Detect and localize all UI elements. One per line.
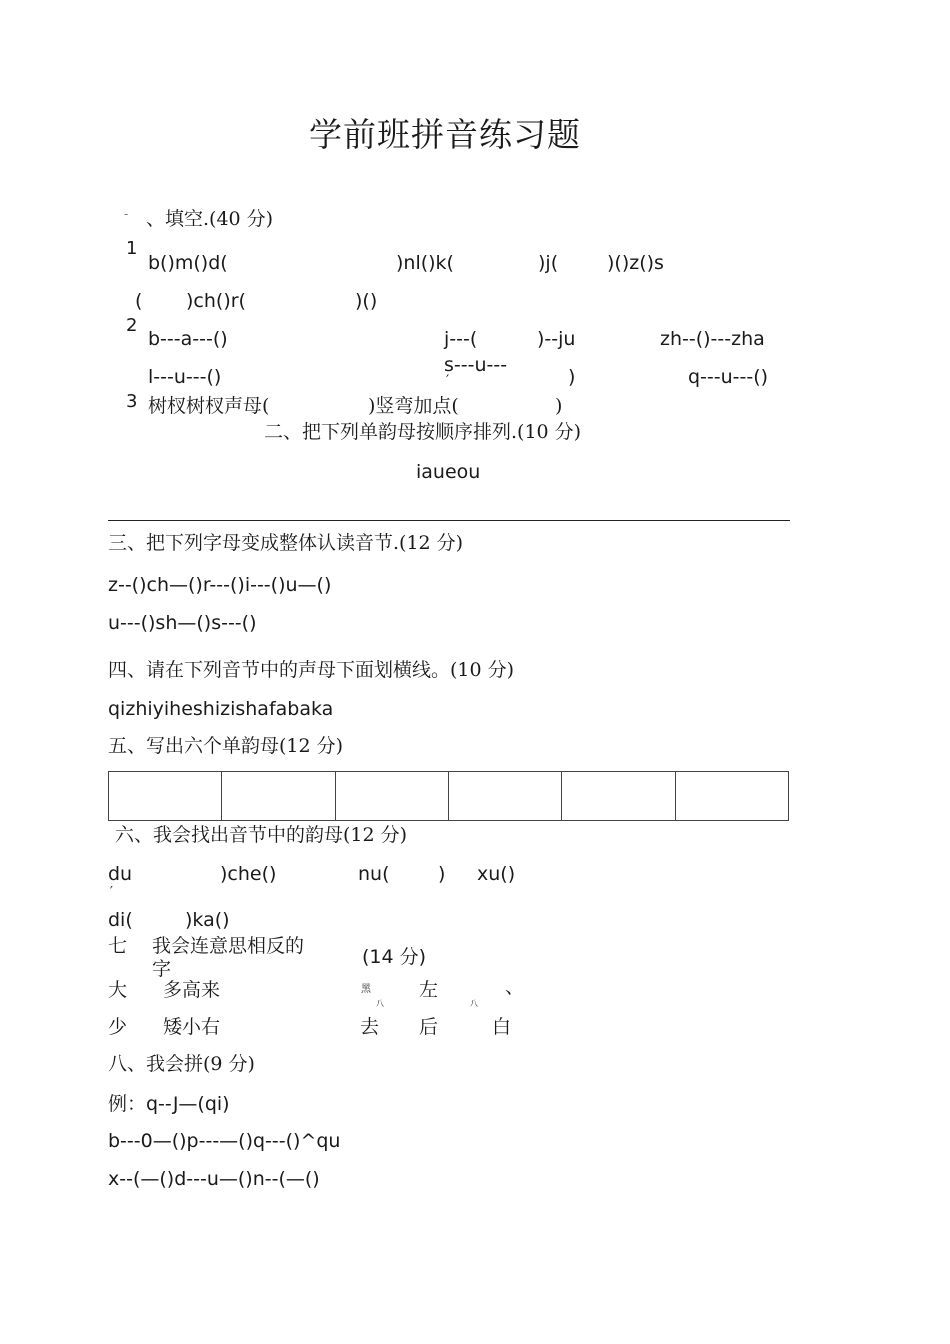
s7-r1-comma: 、 [505,976,525,998]
s1-row2-c: )() [355,290,378,312]
s1-row5-b: )竖弯加点( [368,395,459,417]
s6-du-mark: ′ [110,885,113,900]
s7-r1-mark2: 八 [470,999,478,1008]
answer-cell[interactable] [336,772,449,820]
s1-row5-c: ) [555,395,563,417]
section2-heading: 二、把下列单韵母按顺序排列.(10 分) [264,421,582,443]
section7-score: (14 分) [362,946,427,968]
section8-line2: x--(—()d---u—()n--(—() [108,1168,320,1190]
answer-cell[interactable] [222,772,335,820]
s6-xu: xu() [477,863,516,885]
s7-r2-white: 白 [492,1016,512,1038]
s1-row2-b: )ch()r( [186,290,246,312]
section7-heading-cut: 字 [152,958,172,980]
s6-che: )che() [220,863,277,885]
item-number-3: 3 [126,391,138,412]
s7-r2-go: 去 [360,1016,380,1038]
s7-r1-left: 左 [419,979,439,1001]
s1-row4-d: q---u---() [688,366,769,388]
answer-grid [108,771,789,821]
s6-ka: )ka() [185,909,230,931]
section4-line: qizhiyiheshizishafabaka [108,698,334,720]
section7-number: 七 [108,935,128,957]
answer-cell[interactable] [109,772,222,820]
section4-heading: 四、请在下列音节中的声母下面划横线。(10 分) [108,659,515,681]
section1-heading: 、填空.(40 分) [146,208,274,230]
s7-r1-big: 大 [108,979,128,1001]
divider-line [108,520,790,521]
s7-r1-words: 多高来 [163,979,221,1001]
s1-row4-c: ) [568,366,576,388]
s1-row3-b: j---( [444,328,478,350]
section8-heading: 八、我会拼(9 分) [108,1053,255,1075]
s1-row1-b: )nl()k( [396,252,454,274]
item-number-1: 1 [126,238,138,259]
section8-example: 例：q--J—(qi) [108,1093,230,1115]
answer-cell[interactable] [449,772,562,820]
s1-row4-a: l---u---() [148,366,222,388]
section2-letters: iaueou [416,461,481,483]
s1-row3-d: zh--()---zha [660,328,765,350]
s1-row3-a: b---a---() [148,328,228,350]
s1-row2-a: ( [135,290,143,312]
section1-dash: - [124,207,129,221]
section3-line2: u---()sh—()s---() [108,612,257,634]
page-title: 学前班拼音练习题 [309,115,581,154]
s7-r2-small: 少 [108,1016,128,1038]
answer-cell[interactable] [676,772,788,820]
s7-r1-mark: 八 [376,999,384,1008]
s1-row1-c: )j( [538,252,559,274]
s6-du: du [108,863,133,885]
section3-heading: 三、把下列字母变成整体认读音节.(12 分) [108,532,464,554]
s1-row4-mark: ′ [446,373,450,389]
item-number-2: 2 [126,315,138,336]
section6-heading: 六、我会找出音节中的韵母(12 分) [115,824,408,846]
s7-r1-black: 黑 [361,984,371,995]
s1-row3-c: )--ju [537,328,576,350]
section3-line1: z--()ch—()r---()i---()u—() [108,574,332,596]
s1-row5-a: 树杈树杈声母( [148,395,270,417]
section5-heading: 五、写出六个单韵母(12 分) [108,735,344,757]
s1-row1-d: )()z()s [607,252,664,274]
s6-nu: nu( [358,863,390,885]
s6-di: di( [108,909,133,931]
s1-row4-b: s---u--- [444,354,508,376]
s7-r2-words: 矮小右 [163,1016,221,1038]
s6-nu-close: ) [438,863,446,885]
s7-r2-back: 后 [419,1016,439,1038]
section7-heading: 我会连意思相反的 [152,935,305,957]
section8-line1: b---0—()p---—()q---()^qu [108,1130,341,1152]
answer-cell[interactable] [562,772,675,820]
s1-row1-a: b()m()d( [148,252,228,274]
